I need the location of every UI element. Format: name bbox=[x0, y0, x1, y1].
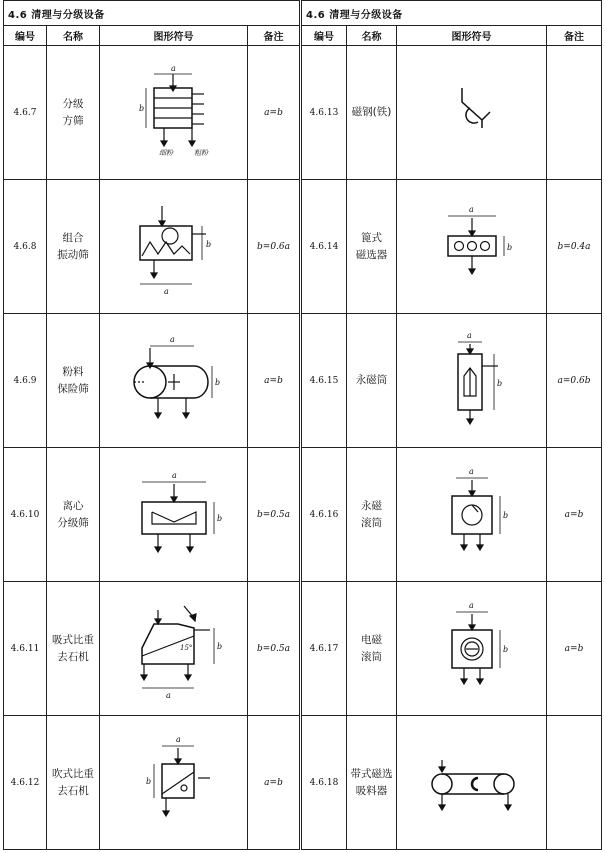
item-note: a=b bbox=[547, 448, 602, 582]
header-symbol: 图形符号 bbox=[100, 26, 248, 46]
blowing-gravity-destoner-icon bbox=[114, 728, 234, 838]
item-number: 4.6.16 bbox=[302, 448, 347, 582]
item-note: b=0.4a bbox=[547, 180, 602, 314]
table-row bbox=[302, 46, 602, 180]
header-note: 备注 bbox=[547, 26, 602, 46]
table-row bbox=[302, 314, 602, 448]
svg-text:b: b bbox=[214, 377, 220, 387]
svg-text:b: b bbox=[496, 378, 502, 388]
svg-text:粗粉: 粗粉 bbox=[193, 148, 208, 157]
symbol-cell bbox=[397, 716, 547, 850]
centrifugal-grading-screen-icon bbox=[114, 460, 234, 570]
item-number: 4.6.17 bbox=[302, 582, 347, 716]
svg-text:a: a bbox=[165, 690, 171, 700]
item-number: 4.6.8 bbox=[4, 180, 47, 314]
svg-text:a: a bbox=[171, 470, 177, 480]
svg-text:a: a bbox=[466, 330, 472, 340]
header-note: 备注 bbox=[248, 26, 300, 46]
symbol-cell bbox=[100, 314, 248, 448]
svg-text:b: b bbox=[502, 510, 508, 520]
section-title: 4.6 清理与分级设备 bbox=[302, 1, 602, 26]
header-num: 编号 bbox=[302, 26, 347, 46]
svg-text:a: a bbox=[163, 286, 169, 296]
powder-safety-screen-icon bbox=[114, 326, 234, 436]
svg-text:b: b bbox=[205, 239, 211, 249]
table-row bbox=[4, 582, 300, 716]
symbol-cell bbox=[397, 314, 547, 448]
symbol-cell bbox=[100, 180, 248, 314]
item-number: 4.6.9 bbox=[4, 314, 47, 448]
item-name: 吹式比重 去石机 bbox=[47, 716, 100, 850]
item-note: a=b bbox=[547, 582, 602, 716]
item-number: 4.6.11 bbox=[4, 582, 47, 716]
table-row bbox=[302, 180, 602, 314]
table-left-half bbox=[3, 0, 299, 853]
svg-text:b: b bbox=[502, 644, 508, 654]
item-number: 4.6.12 bbox=[4, 716, 47, 850]
svg-text:a: a bbox=[170, 63, 176, 73]
symbol-cell bbox=[397, 46, 547, 180]
item-number: 4.6.13 bbox=[302, 46, 347, 180]
svg-text:b: b bbox=[216, 641, 222, 651]
table-row bbox=[4, 314, 300, 448]
item-name: 永磁 滚筒 bbox=[347, 448, 397, 582]
table-right-half bbox=[301, 0, 601, 853]
symbol-cell bbox=[100, 582, 248, 716]
magnetic-steel-icon bbox=[412, 58, 532, 168]
item-name: 离心 分级筛 bbox=[47, 448, 100, 582]
table-row bbox=[4, 448, 300, 582]
item-name: 分级 方筛 bbox=[47, 46, 100, 180]
header-symbol: 图形符号 bbox=[397, 26, 547, 46]
symbol-table-left bbox=[3, 0, 300, 850]
permanent-magnet-cylinder-icon bbox=[412, 326, 532, 436]
svg-text:a: a bbox=[468, 204, 474, 214]
item-name: 组合 振动筛 bbox=[47, 180, 100, 314]
item-name: 粉料 保险筛 bbox=[47, 314, 100, 448]
svg-text:a: a bbox=[468, 600, 474, 610]
item-name: 电磁 滚筒 bbox=[347, 582, 397, 716]
svg-text:b: b bbox=[138, 103, 144, 113]
table-row bbox=[4, 180, 300, 314]
item-number: 4.6.10 bbox=[4, 448, 47, 582]
table-row bbox=[302, 448, 602, 582]
symbol-cell bbox=[100, 448, 248, 582]
item-name: 磁钢(铁) bbox=[347, 46, 397, 180]
item-note: a=b bbox=[248, 314, 300, 448]
svg-text:a: a bbox=[175, 734, 181, 744]
svg-text:b: b bbox=[216, 513, 222, 523]
item-name: 永磁筒 bbox=[347, 314, 397, 448]
suction-gravity-destoner-icon bbox=[114, 594, 234, 704]
item-note: b=0.5a bbox=[248, 582, 300, 716]
header-name: 名称 bbox=[347, 26, 397, 46]
symbol-cell bbox=[397, 582, 547, 716]
svg-text:b: b bbox=[145, 776, 151, 786]
item-name: 篦式 磁选器 bbox=[347, 180, 397, 314]
symbol-cell bbox=[397, 448, 547, 582]
symbol-table-right bbox=[301, 0, 602, 850]
grid-magnetic-separator-icon bbox=[412, 192, 532, 302]
combined-vibrating-screen-icon bbox=[114, 192, 234, 302]
symbol-cell bbox=[100, 716, 248, 850]
belt-magnetic-suction-icon bbox=[412, 728, 532, 838]
grading-square-screen-icon bbox=[114, 58, 234, 168]
item-note: a=0.6b bbox=[547, 314, 602, 448]
header-name: 名称 bbox=[47, 26, 100, 46]
permanent-magnet-drum-icon bbox=[412, 460, 532, 570]
item-number: 4.6.7 bbox=[4, 46, 47, 180]
table-row bbox=[4, 716, 300, 850]
item-note: b=0.6a bbox=[248, 180, 300, 314]
symbol-cell bbox=[100, 46, 248, 180]
item-note: a=b bbox=[248, 716, 300, 850]
item-name: 吸式比重 去石机 bbox=[47, 582, 100, 716]
svg-text:a: a bbox=[169, 334, 175, 344]
item-number: 4.6.18 bbox=[302, 716, 347, 850]
section-title: 4.6 清理与分级设备 bbox=[4, 1, 300, 26]
table-row bbox=[302, 716, 602, 850]
header-num: 编号 bbox=[4, 26, 47, 46]
table-row bbox=[302, 582, 602, 716]
item-note bbox=[547, 46, 602, 180]
symbol-cell bbox=[397, 180, 547, 314]
svg-text:b: b bbox=[506, 242, 512, 252]
table-row bbox=[4, 46, 300, 180]
item-name: 带式磁选 吸料器 bbox=[347, 716, 397, 850]
item-note: b=0.5a bbox=[248, 448, 300, 582]
item-number: 4.6.14 bbox=[302, 180, 347, 314]
svg-text:细粉: 细粉 bbox=[158, 148, 173, 157]
item-note bbox=[547, 716, 602, 850]
item-note: a=b bbox=[248, 46, 300, 180]
item-number: 4.6.15 bbox=[302, 314, 347, 448]
svg-text:15°: 15° bbox=[179, 643, 192, 652]
svg-text:a: a bbox=[468, 466, 474, 476]
electromagnetic-drum-icon bbox=[412, 594, 532, 704]
